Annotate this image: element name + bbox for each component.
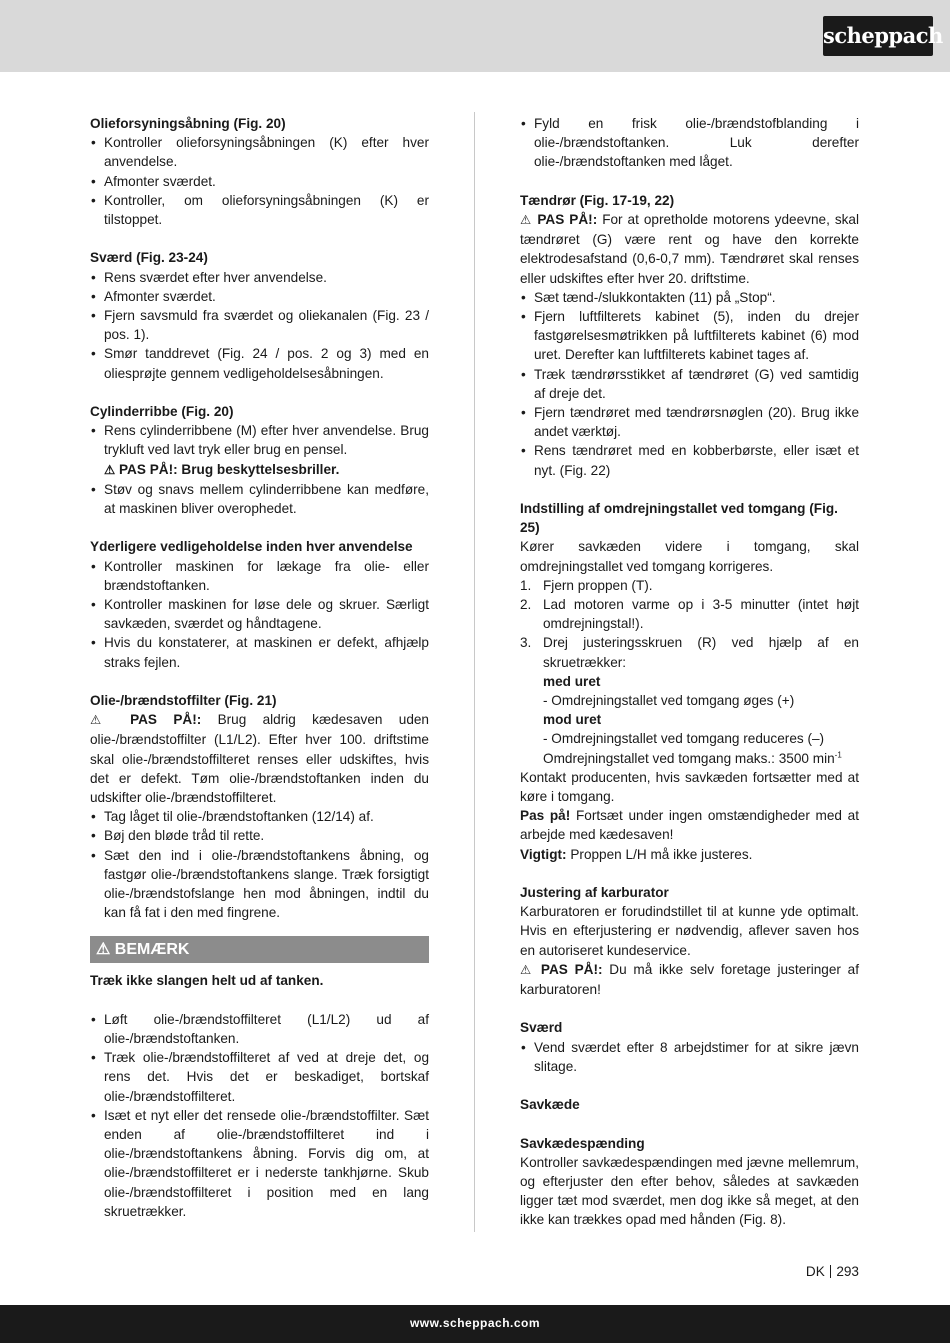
left-column xyxy=(90,114,429,1221)
website-link[interactable]: www.scheppach.com xyxy=(409,1316,541,1330)
section-title: Olieforsyningsåbning (Fig. 20) xyxy=(90,116,286,131)
sub-title: mod uret xyxy=(543,712,602,728)
list-item: • Fjern savsmuld fra sværdet og oliekanalen (Fig. 23 / pos. 1). xyxy=(90,306,429,344)
unit-exponent: -1 xyxy=(834,750,842,760)
list-item: • Rens tændrøret med en kobberbørste, eller isæt et nyt. (Fig. 22) xyxy=(520,441,859,479)
brand-logo: scheppach xyxy=(823,16,933,56)
right-column xyxy=(520,114,859,1230)
numbered-item xyxy=(520,633,859,671)
section-title: Olie-/brændstoffilter (Fig. 21) xyxy=(90,693,277,709)
sub-text: - Omdrejningstallet ved tomgang reduceres (–) xyxy=(543,731,825,747)
language-code: DK xyxy=(805,1264,825,1279)
caution-label: Pas på! xyxy=(520,808,571,824)
notice-label: BEMÆRK xyxy=(114,941,190,959)
list-item: • Fjern luftfilterets kabinet (5), inden du drejer fastgørelsesmøtrikken på luftfilterets kabinet (6) mod uret. Derefter kan luftfilterets kabinet tages af. xyxy=(520,307,859,365)
section-title: Cylinderribbe (Fig. 20) xyxy=(90,404,234,420)
warning-line xyxy=(90,460,429,480)
item-number: 2. xyxy=(520,597,532,613)
separator xyxy=(830,1265,832,1278)
list-item: • Smør tanddrevet (Fig. 24 / pos. 2 og 3) med en oliesprøjte gennem vedligeholdelsesåbningen. xyxy=(90,344,429,382)
section-title: Sværd xyxy=(520,1020,563,1036)
list-item: • Hvis du konstaterer, at maskinen er defekt, afhjælp straks fejlen. xyxy=(90,633,429,671)
warning-icon: ⚠ xyxy=(90,713,114,728)
warning-text: Du må ikke selv foretage justeringer af karburatoren! xyxy=(520,961,860,998)
list-item: • Fjern tændrøret med tændrørsnøglen (20). Brug ikke andet værktøj. xyxy=(520,403,859,441)
paragraph: Kontakt producenten, hvis savkæden fortsætter med at køre i tomgang. xyxy=(520,769,859,805)
list-item: • Kontroller, om olieforsyningsåbningen (K) er tilstoppet. xyxy=(90,191,429,229)
important-paragraph xyxy=(520,845,859,864)
warning-label: PAS PÅ!: xyxy=(130,712,202,728)
list-item: • Løft olie-/brændstoffilteret (L1/L2) ud af olie-/brændstoftanken. xyxy=(90,1010,429,1048)
warning-text: PAS PÅ!: Brug beskyttelsesbriller. xyxy=(119,461,340,477)
list-item: • Sæt tænd-/slukkontakten (11) på „Stop“. xyxy=(520,288,859,307)
section-title: Savkædespænding xyxy=(520,1135,645,1151)
max-speed-text: Omdrejningstallet ved tomgang maks.: 3500 min xyxy=(543,750,835,766)
list-item: • Kontroller maskinen for løse dele og skruer. Særligt savkæden, sværdet og håndtagene. xyxy=(90,595,429,633)
list-item: • Sæt den ind i olie-/brændstoftankens åbning, og fastgør olie-/brændstoftankens slange. Træk forsigtigt olie-/brændstofslange hen mod åbningen, indtil du kan få fat i den med fingrene. xyxy=(90,846,429,923)
warning-icon: ⚠ xyxy=(520,213,533,227)
numbered-item xyxy=(520,576,859,595)
list-item: • Bøj den bløde tråd til rette. xyxy=(90,826,429,845)
section-title: Tændrør (Fig. 17-19, 22) xyxy=(520,192,675,208)
warning-icon: ⚠ xyxy=(520,962,535,977)
page-number-value: 293 xyxy=(836,1264,859,1279)
list-item: • Vend sværdet efter 8 arbejdstimer for at sikre jævn slitage. xyxy=(520,1038,859,1076)
list-item: • Afmonter sværdet. xyxy=(90,172,429,191)
item-number: 3. xyxy=(520,635,532,651)
section-title: Indstilling af omdrejningstallet ved tomgang (Fig. 25) xyxy=(520,501,838,536)
page-footer xyxy=(0,1305,950,1343)
list-item: • Isæt et nyt eller det rensede olie-/brændstoffilter. Sæt enden af olie-/brændstoffilteret ind i olie-/brændstoftankens åbning. Forvis dig om, at olie-/brændstoffilteret er i nederste tankhjørne. Skub olie-/brændstoffilteret i position med en lang skruetrækker. xyxy=(90,1106,429,1221)
list-item: • Træk olie-/brændstoffilteret af ved at dreje det, og rens det. Hvis det er beskadiget, bortskaf olie-/brændstoffilteret. xyxy=(90,1048,429,1106)
item-number: 1. xyxy=(520,577,532,593)
warning-text: For at opretholde motorens ydeevne, skal tændrøret (G) være rent og have den korrekte elektrodesafstand (0,6-0,7 mm). Tændrøret skal renses eller udskiftes efter hver 20. driftstime. xyxy=(520,212,859,286)
important-label: Vigtigt: xyxy=(520,846,567,862)
sub-title: med uret xyxy=(543,673,601,689)
warning-paragraph xyxy=(520,210,859,288)
page-number xyxy=(760,1264,859,1279)
notice-banner xyxy=(90,936,429,963)
column-divider xyxy=(474,112,475,1232)
item-text: Fjern proppen (T). xyxy=(543,577,653,593)
list-item: • Afmonter sværdet. xyxy=(90,287,429,306)
warning-label: PAS PÅ!: xyxy=(537,212,598,227)
warning-icon: ⚠ xyxy=(104,462,116,477)
section-title: Yderligere vedligeholdelse inden hver anvendelse xyxy=(90,539,413,555)
list-item: • Kontroller olieforsyningsåbningen (K) efter hver anvendelse. xyxy=(90,133,429,171)
max-speed-line xyxy=(520,749,859,768)
warning-text: Brug aldrig kædesaven uden olie-/brændstoffilter (L1/L2). Efter hver 100. driftstime skal olie-/brændstoffilteret renses eller udskiftes, hvis det er defekt. Tøm olie-/brændstoftanken inden du udskifter olie-/brændstoffilteret. xyxy=(90,712,429,806)
warning-paragraph xyxy=(520,960,859,999)
warning-label: PAS PÅ!: xyxy=(540,961,603,977)
list-item: • Kontroller maskinen for lækage fra olie- eller brændstoftanken. xyxy=(90,557,429,595)
paragraph: Karburatoren er forudindstillet til at kunne yde optimalt. Hvis en efterjustering er nødvendig, aflever saven hos en autoriseret kundeservice. xyxy=(520,904,859,958)
numbered-item xyxy=(520,595,859,633)
list-item: • Tag låget til olie-/brændstoftanken (12/14) af. xyxy=(90,807,429,826)
list-item: • Træk tændrørsstikket af tændrøret (G) ved samtidig af dreje det. xyxy=(520,365,859,403)
section-title: Sværd (Fig. 23-24) xyxy=(90,250,208,266)
list-item: • Rens sværdet efter hver anvendelse. xyxy=(90,268,429,287)
section-title: Savkæde xyxy=(520,1097,580,1113)
item-text: Drej justeringsskruen (R) ved hjælp af en skruetrækker: xyxy=(543,635,859,670)
paragraph: Kører savkæden videre i tomgang, skal omdrejningstallet ved tomgang korrigeres. xyxy=(520,539,859,574)
list-item: • Støv og snavs mellem cylinderribbene kan medføre, at maskinen bliver overophedet. xyxy=(90,480,429,518)
warning-icon: ⚠ xyxy=(96,941,111,959)
page-header xyxy=(0,0,950,72)
item-text: Lad motoren varme op i 3-5 minutter (intet højt omdrejningstal!). xyxy=(543,597,859,632)
paragraph: Kontroller savkædespændingen med jævne mellemrum, og efterjuster den efter behov, således at savkæden ligger tæt mod sværdet, men dog ikke så meget, at den ikke kan trækkes opad med hånden (Fig. 8). xyxy=(520,1154,859,1228)
list-item: • Fyld en frisk olie-/brændstofblanding i olie-/brændstoftanken. Luk derefter olie-/brændstoftanken med låget. xyxy=(520,114,859,172)
caution-text: Fortsæt under ingen omstændigheder med at arbejde med kædesaven! xyxy=(520,808,859,843)
warning-paragraph xyxy=(90,710,429,807)
important-text: Proppen L/H må ikke justeres. xyxy=(570,846,753,862)
list-item: • Rens cylinderribbene (M) efter hver anvendelse. Brug trykluft ved lavt tryk eller brug en pensel. xyxy=(90,421,429,459)
section-title: Justering af karburator xyxy=(520,885,669,901)
sub-text: - Omdrejningstallet ved tomgang øges (+) xyxy=(543,693,795,709)
caution-paragraph xyxy=(520,806,859,844)
notice-text: Træk ikke slangen helt ud af tanken. xyxy=(90,973,324,989)
